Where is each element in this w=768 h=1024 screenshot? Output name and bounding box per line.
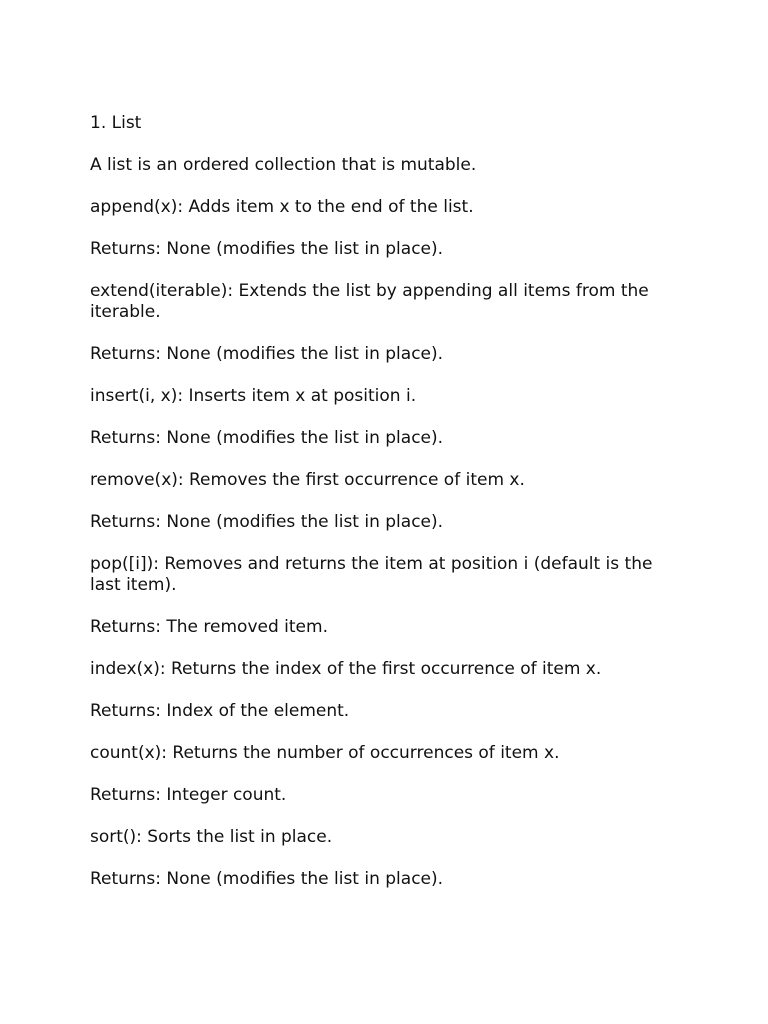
method-pop: pop([i]): Removes and returns the item at position i (default is the last item). (90, 554, 653, 595)
method-count: count(x): Returns the number of occurrences of item x. (90, 743, 560, 763)
method-index: index(x): Returns the index of the first occurrence of item x. (90, 659, 602, 679)
returns-index: Returns: Index of the element. (90, 701, 350, 721)
returns-remove: Returns: None (modifies the list in place). (90, 512, 444, 532)
list-definition: A list is an ordered collection that is mutable. (90, 155, 477, 175)
returns-insert: Returns: None (modifies the list in place). (90, 428, 444, 448)
method-remove: remove(x): Removes the first occurrence of item x. (90, 470, 525, 490)
document-body (90, 113, 685, 911)
returns-count: Returns: Integer count. (90, 785, 287, 805)
method-append: append(x): Adds item x to the end of the list. (90, 197, 474, 217)
returns-sort: Returns: None (modifies the list in place). (90, 869, 444, 889)
returns-pop: Returns: The removed item. (90, 617, 328, 637)
returns-extend: Returns: None (modifies the list in place). (90, 344, 444, 364)
method-insert: insert(i, x): Inserts item x at position i. (90, 386, 417, 406)
section-heading: 1. List (90, 113, 142, 133)
method-sort: sort(): Sorts the list in place. (90, 827, 333, 847)
method-extend: extend(iterable): Extends the list by appending all items from the iterable. (90, 281, 649, 322)
returns-append: Returns: None (modifies the list in place). (90, 239, 444, 259)
